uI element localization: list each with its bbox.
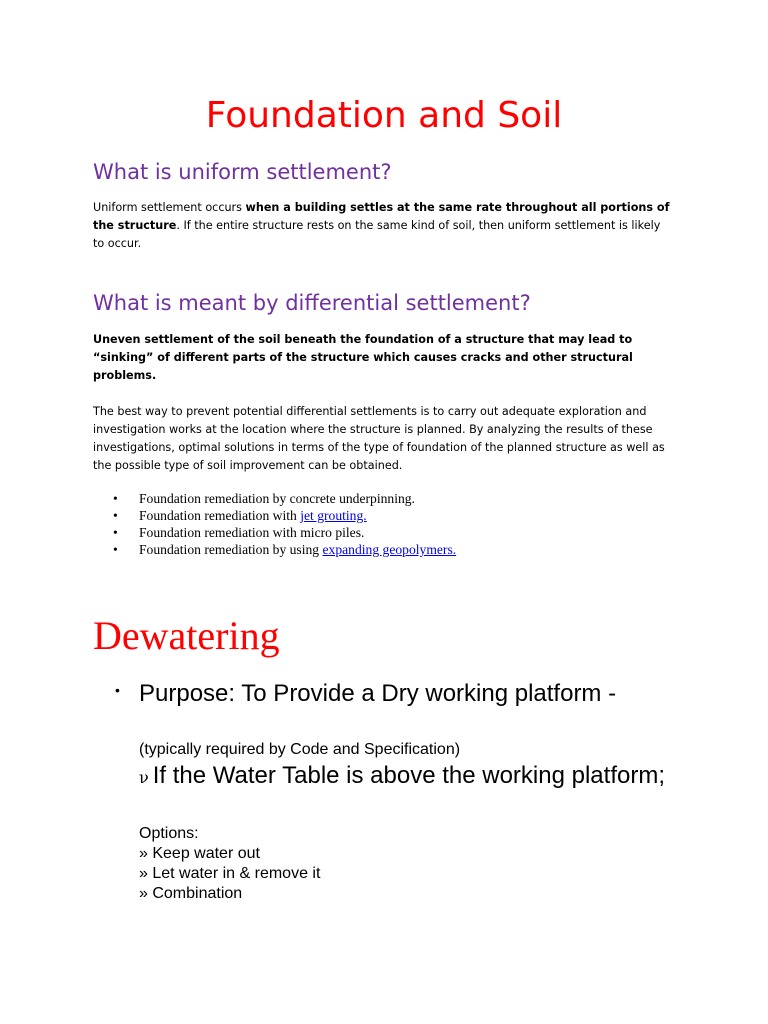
prevention-paragraph: The best way to prevent potential differential settlements is to carry out adequate exploration and investigation works at the location where the structure is planned. By analyzing the results of these investigations, optimal solutions in terms of the type of foundation of the planned structure as well as the possible type of soil improvement can be obtained. — [93, 405, 665, 472]
uniform-settlement-heading: What is uniform settlement? — [93, 160, 392, 184]
uniform-text-end: . If the entire structure rests on the same kind of soil, then uniform settlement is likely to occur. — [93, 219, 661, 250]
uniform-settlement-paragraph — [93, 199, 673, 253]
water-table-text: If the Water Table is above the working platform; — [152, 762, 665, 789]
water-table-line — [139, 761, 699, 793]
purpose-bullet-marker: • — [115, 682, 120, 698]
list-item — [113, 524, 456, 541]
expanding-geopolymers-link[interactable]: expanding geopolymers. — [322, 542, 457, 557]
sub-bullet-marker: ν — [139, 768, 149, 787]
jet-grouting-link[interactable]: jet grouting. — [300, 508, 367, 523]
list-item — [113, 507, 456, 524]
list-item-text: Foundation remediation with — [139, 508, 301, 523]
list-item — [113, 541, 456, 558]
list-item — [113, 490, 456, 507]
list-item-text: Foundation remediation with micro piles. — [139, 525, 365, 540]
options-label: Options: — [139, 825, 199, 842]
page-title: Foundation and Soil — [205, 95, 563, 136]
list-item-text: Foundation remediation by using — [139, 542, 323, 557]
purpose-text: Purpose: To Provide a Dry working platform - — [139, 680, 617, 707]
list-item: » Let water in & remove it — [139, 865, 321, 882]
purpose-note: (typically required by Code and Specification) — [139, 741, 461, 758]
options-list — [139, 844, 699, 904]
remediation-list — [113, 490, 456, 558]
list-item: » Keep water out — [139, 845, 260, 862]
list-item: » Combination — [139, 885, 243, 902]
differential-definition: Uneven settlement of the soil beneath the foundation of a structure that may lead to “sinking” of different parts of the structure which causes cracks and other structural problems. — [93, 333, 633, 382]
dewatering-title: Dewatering — [93, 613, 280, 658]
differential-settlement-heading: What is meant by differential settlement? — [93, 291, 531, 315]
uniform-text-start: Uniform settlement occurs — [93, 201, 246, 214]
uniform-text-bold: when a building settles at the same rate throughout all portions of the structure — [93, 201, 670, 232]
list-item-text: Foundation remediation by concrete underpinning. — [139, 491, 415, 506]
